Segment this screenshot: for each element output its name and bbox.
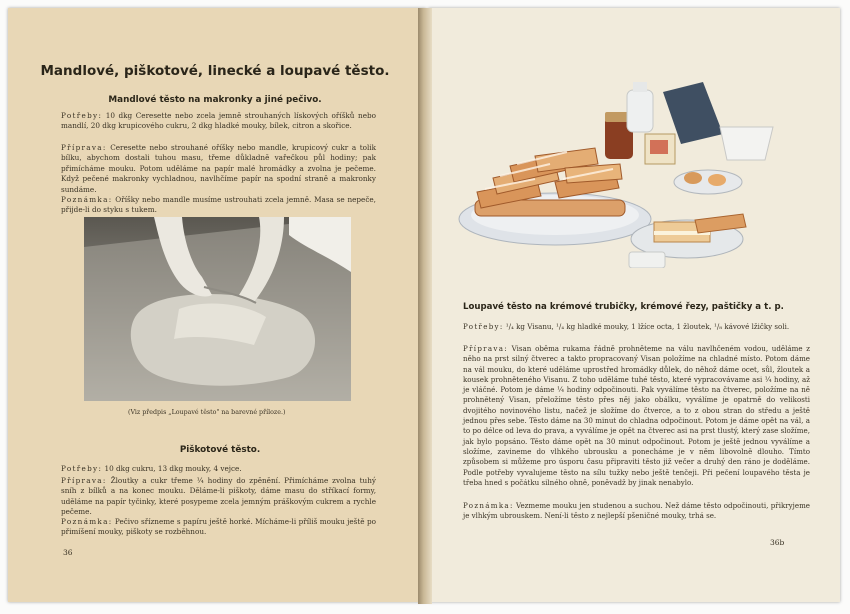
- page-number-left: 36: [63, 548, 73, 557]
- book-spine: [418, 8, 432, 604]
- note-paragraph-3: [463, 501, 810, 522]
- page-title: Mandlové, piškotové, linecké a loupavé těsto.: [40, 63, 390, 79]
- photo-caption: (Viz předpis „Loupavé těsto" na barevné příloze.): [128, 409, 286, 416]
- ingredients-paragraph-3: [463, 322, 810, 332]
- note-text: Pečivo sřízneme s papíru ještě horké. Mícháme-li příliš mouku ještě po přimíšení mouky, piškoty se rozběhnou.: [61, 517, 376, 537]
- page-number-right: 36b: [770, 538, 785, 547]
- section-heading-piskotove: Piškotové těsto.: [179, 445, 261, 455]
- ingredients-label: Potřeby:: [61, 111, 103, 120]
- note-label: Poznámka:: [463, 501, 514, 510]
- preparation-paragraph-3: [463, 344, 810, 488]
- ingredients-text: ¹/₄ kg Visanu, ¹/₄ kg hladké mouky, 1 lžíce octa, 1 žloutek, ¹/₈ kávové lžičky soli.: [503, 322, 790, 331]
- preparation-paragraph-1: [61, 143, 376, 195]
- preparation-label: Příprava:: [61, 476, 107, 485]
- note-label: Poznámka:: [61, 517, 113, 526]
- note-text: Oříšky nebo mandle musíme ustrouhati zcela jemně. Masa se nepeče, přijde-li do styku s tukem.: [61, 195, 376, 215]
- ingredients-text: 10 dkg Ceresette nebo zcela jemně strouhaných lískových oříšků nebo mandlí, 20 dkg krupicového cukru, 2 dkg hladké mouky, bílek, citron a skořice.: [61, 111, 376, 131]
- note-paragraph-2: [61, 517, 376, 538]
- preparation-paragraph-2: [61, 476, 376, 518]
- ingredients-label: Potřeby:: [61, 464, 103, 473]
- note-paragraph-1: [61, 195, 376, 216]
- section-heading-mandlove: Mandlové těsto na makronky a jiné pečivo.: [108, 95, 322, 105]
- ingredients-paragraph-1: [61, 111, 376, 132]
- ingredients-text: 10 dkg cukru, 13 dkg mouky, 4 vejce.: [102, 464, 242, 473]
- preparation-text: Ceresette nebo strouhané oříšky nebo mandle, krupicový cukr a tolik bílku, abychom dostali tuhou masu, třeme důkladně vařečkou půl hodiny; pak přimícháme mouku. Potom uděláme na papír malé hromádky a zvolna je pečeme. Když pečené makronky vychladnou, navlhčíme papír na spodní straně a makronky sundáme.: [61, 143, 376, 194]
- preparation-label: Příprava:: [463, 344, 508, 353]
- ingredients-label: Potřeby:: [463, 322, 504, 331]
- note-text: Vezmeme mouku jen studenou a suchou. Než dáme těsto odpočinouti, přikryjeme je vlhkým ubrouskem. Není-li těsto z nejlepší pšeničné mouky, trhá se.: [463, 501, 810, 521]
- preparation-label: Příprava:: [61, 143, 107, 152]
- preparation-text: Visan oběma rukama řádně prohněteme na válu navlhčeném vodou, uděláme z něho na prst silný čtverec a takto propracovaný Visan položíme na chladné místo. Potom dáme na vál mouku, do které uděláme uprostřed hromádky důlek, do něhož dáme ocet, sůl, žloutek a kousek prohněteného Visanu. Z toho uděláme tuhé těsto, které vypracovávame asi ¼ hodiny, až je vláčné. Potom je dáme ¼ hodiny odpočinouti. Pak vyválíme těsto na čtverec, položíme na ně prohnětený Visan, přeložíme těsto přes něj jako obálku, vyválíme je opatrně do velikosti dvojitého novinového listu, načež je složíme do čtverce, a to z obou stran do středu a ještě jednou přes sebe. Těsto dáme na 30 minut do chladna odpočinout. Potom je dáme opět na vál, a to po délce od leva do prava, a vyválíme je opět na čtverec asi na prst tlustý, který zase složíme, jak bylo popsáno. Těsto dáme opět na 30 minut odpočinout. Potom je ještě jednou vyválíme a složíme, zavineme do vlhkého ubrousku a ponecháme je v něm libovolně dlouho. Tímto způsobem si můžeme pro úsporu času připraviti těsto již večer a druhý den ráno je doděláme. Podle potřeby vyvalujeme těsto na sílu tužky nebo ještě tenčeji. Při pečení loupavého těsta je třeba hned s počátku silného ohně, poněvadž by jinak nenabylo.: [463, 344, 810, 487]
- dough-rolling-photo: [84, 217, 351, 401]
- preparation-text: Žloutky a cukr třeme ¼ hodiny do zpěnění. Přimícháme zvolna tuhý sníh z bílků a na konec mouku. Děláme-li piškoty, dáme masu do stříkací formy, uděláme na papír tyčinky, které posypeme zcela jemným práškovým cukrem a rychle pečeme.: [61, 476, 376, 517]
- pastry-illustration: [455, 82, 785, 268]
- ingredients-paragraph-2: [61, 464, 376, 474]
- note-label: Poznámka:: [61, 195, 113, 204]
- recipe-heading-loupave: Loupavé těsto na krémové trubičky, krémové řezy, paštičky a t. p.: [463, 302, 784, 312]
